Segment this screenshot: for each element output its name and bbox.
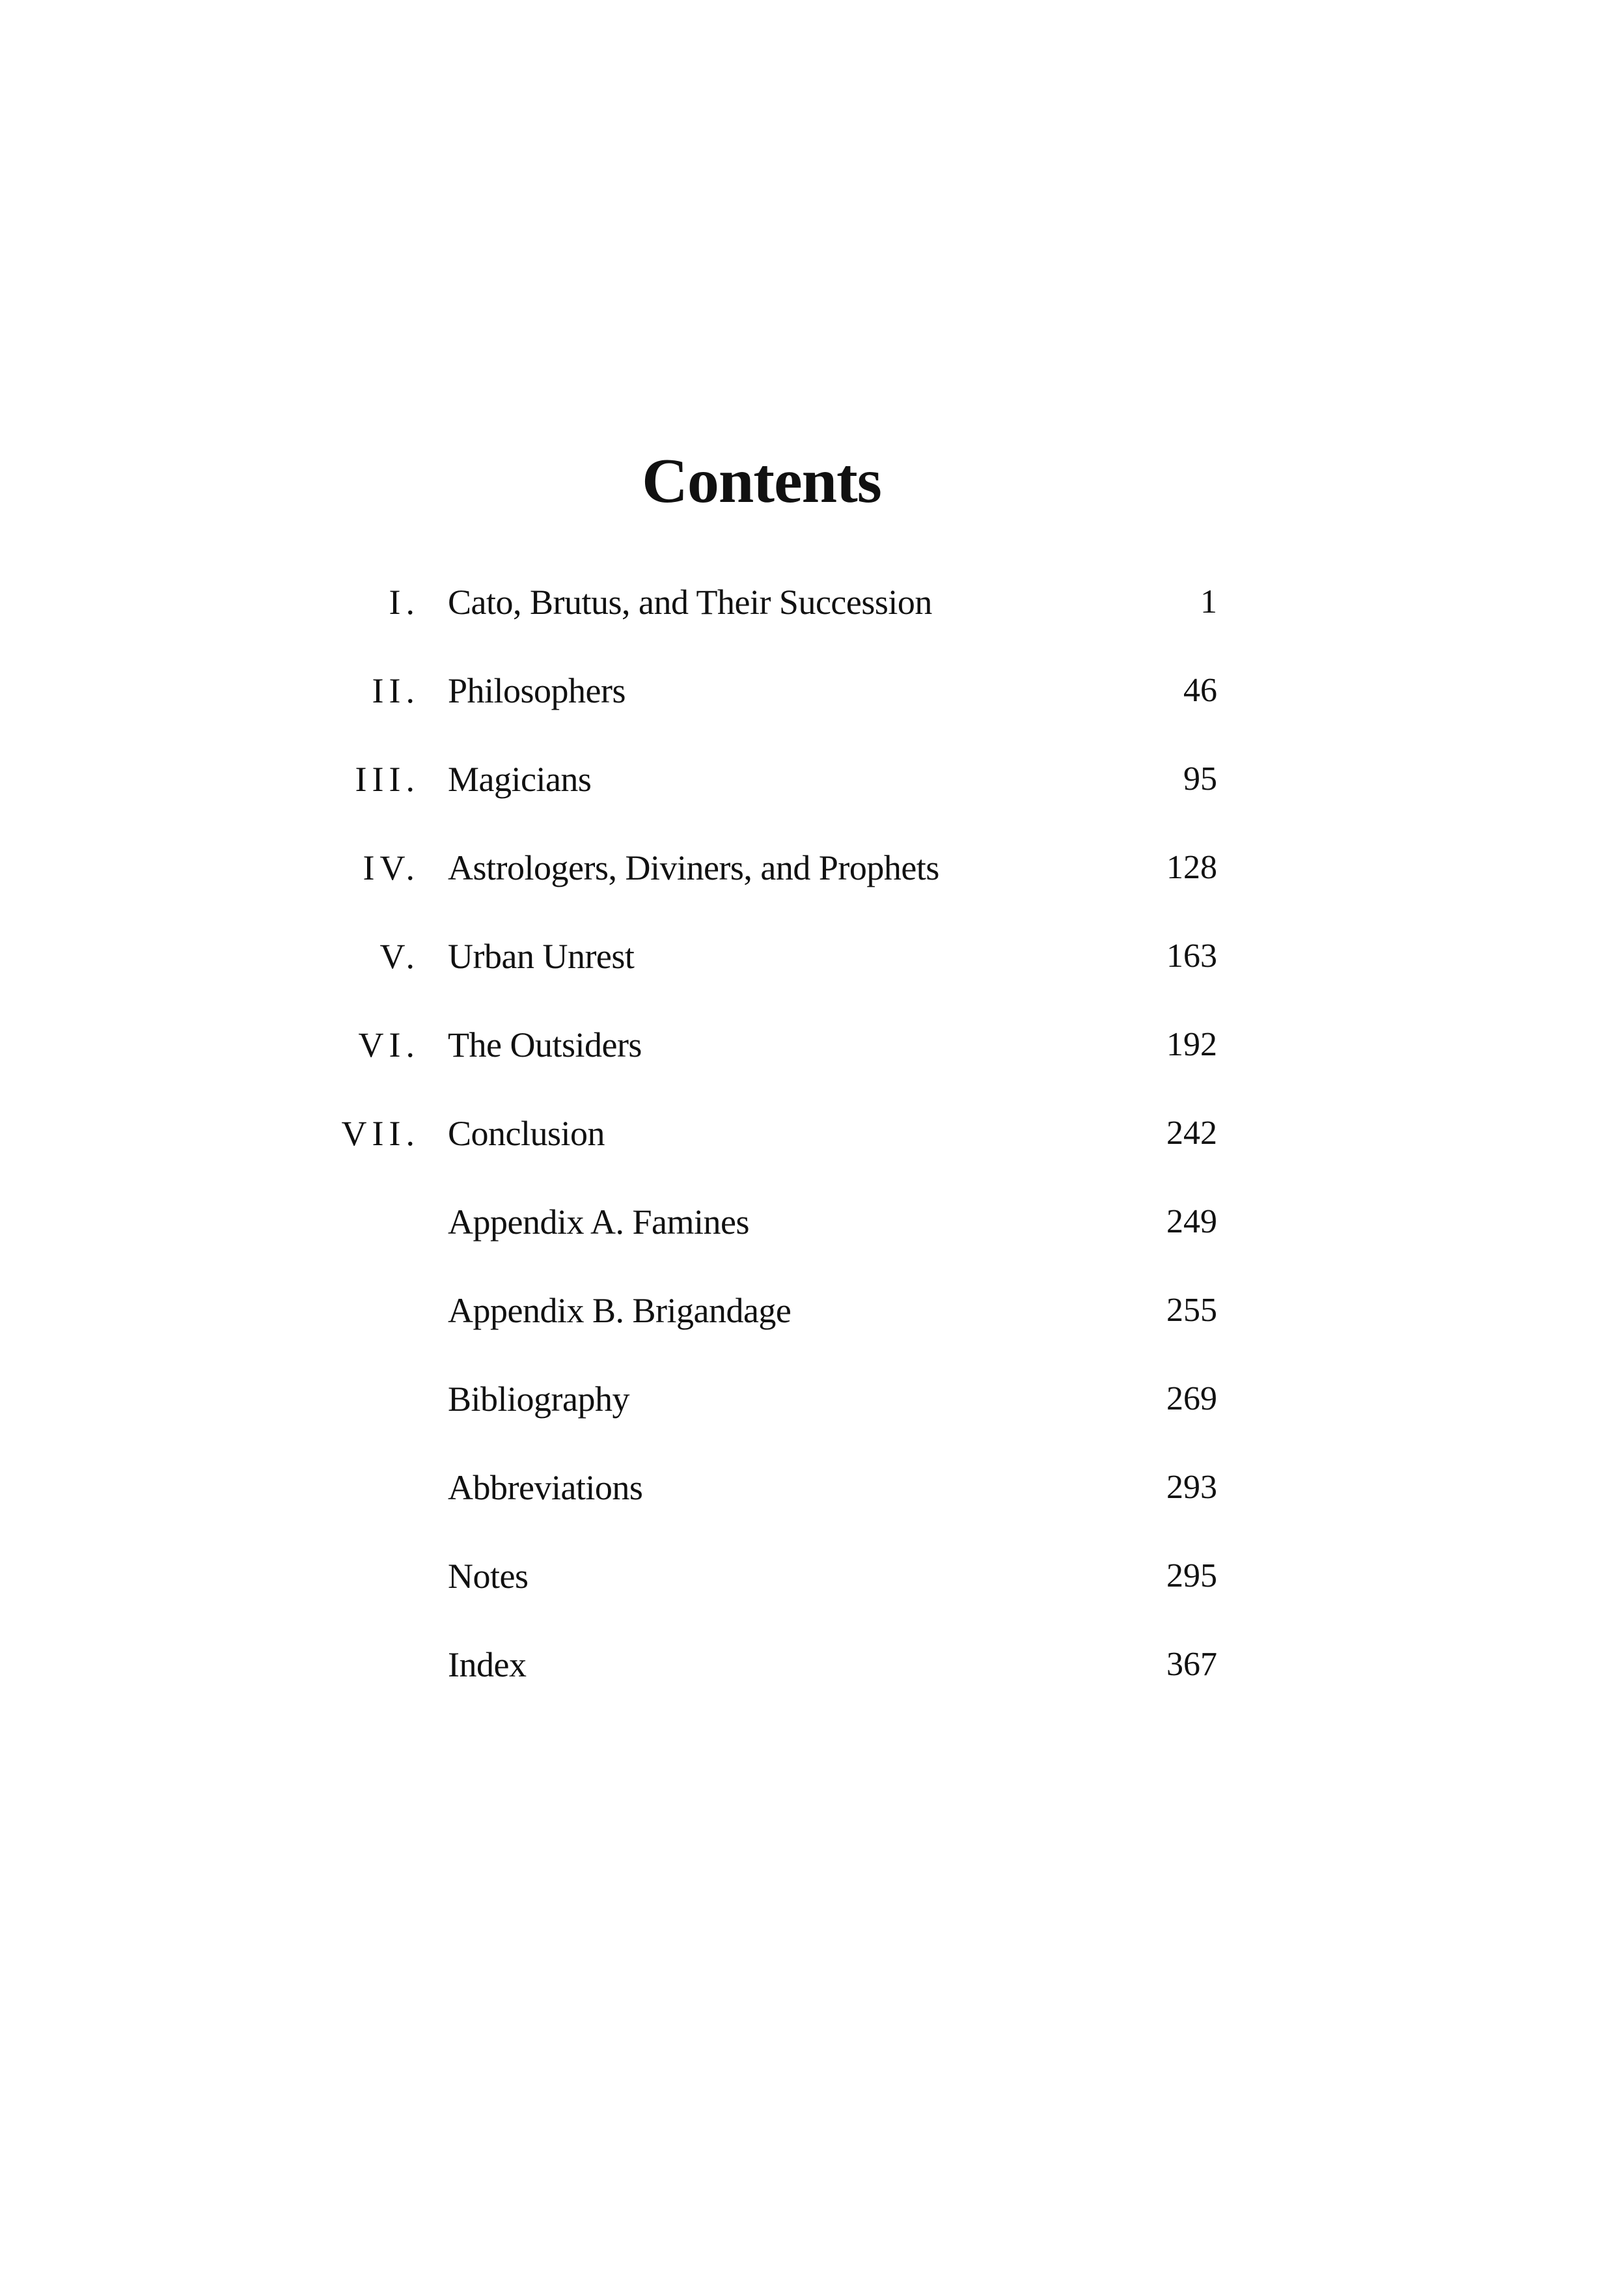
toc-entry-chapter-1[interactable] xyxy=(0,576,1624,628)
entry-title: The Outsiders xyxy=(448,1025,642,1064)
page-number: 192 xyxy=(1166,1026,1217,1063)
toc-entry-notes[interactable] xyxy=(0,1550,1624,1602)
page-number: 95 xyxy=(1183,760,1217,798)
page-number: 163 xyxy=(1166,937,1217,975)
toc-entry-appendix-b[interactable] xyxy=(0,1284,1624,1337)
page-number: 128 xyxy=(1166,849,1217,886)
toc-entry-chapter-4[interactable] xyxy=(0,842,1624,894)
entry-title: Urban Unrest xyxy=(448,937,635,976)
page-number: 269 xyxy=(1166,1380,1217,1417)
entry-title: Index xyxy=(448,1645,527,1684)
page-number: 46 xyxy=(1183,672,1217,709)
page-number: 1 xyxy=(1200,583,1217,620)
toc-entry-chapter-3[interactable] xyxy=(0,753,1624,805)
entry-title: Magicians xyxy=(448,760,592,799)
chapter-number: VII. xyxy=(341,1114,420,1153)
entry-title: Astrologers, Diviners, and Prophets xyxy=(448,848,939,887)
chapter-number: I. xyxy=(389,583,420,622)
page-number: 367 xyxy=(1166,1646,1217,1683)
page-number: 295 xyxy=(1166,1557,1217,1594)
toc-entry-chapter-2[interactable] xyxy=(0,665,1624,717)
page-number: 293 xyxy=(1166,1469,1217,1506)
toc-entry-chapter-7[interactable] xyxy=(0,1107,1624,1159)
chapter-number: IV. xyxy=(363,848,420,887)
toc-entry-bibliography[interactable] xyxy=(0,1373,1624,1425)
page-number: 242 xyxy=(1166,1115,1217,1152)
entry-title: Appendix B. Brigandage xyxy=(448,1291,791,1330)
entry-title: Notes xyxy=(448,1557,529,1596)
entry-title: Abbreviations xyxy=(448,1468,643,1507)
page-title: Contents xyxy=(642,446,881,516)
chapter-number: II. xyxy=(372,671,420,710)
entry-title: Philosophers xyxy=(448,671,626,710)
toc-entry-chapter-5[interactable] xyxy=(0,930,1624,982)
toc-entry-chapter-6[interactable] xyxy=(0,1019,1624,1071)
entry-title: Conclusion xyxy=(448,1114,605,1153)
toc-entry-appendix-a[interactable] xyxy=(0,1196,1624,1248)
page-number: 255 xyxy=(1166,1292,1217,1329)
entry-title: Appendix A. Famines xyxy=(448,1202,749,1242)
chapter-number: III. xyxy=(355,760,420,799)
toc-entry-abbreviations[interactable] xyxy=(0,1462,1624,1514)
chapter-number: V. xyxy=(379,937,420,976)
chapter-number: VI. xyxy=(358,1025,420,1064)
entry-title: Bibliography xyxy=(448,1380,629,1419)
toc-entry-index[interactable] xyxy=(0,1639,1624,1691)
table-of-contents xyxy=(0,576,1624,1761)
entry-title: Cato, Brutus, and Their Succession xyxy=(448,583,932,622)
page-number: 249 xyxy=(1166,1203,1217,1240)
